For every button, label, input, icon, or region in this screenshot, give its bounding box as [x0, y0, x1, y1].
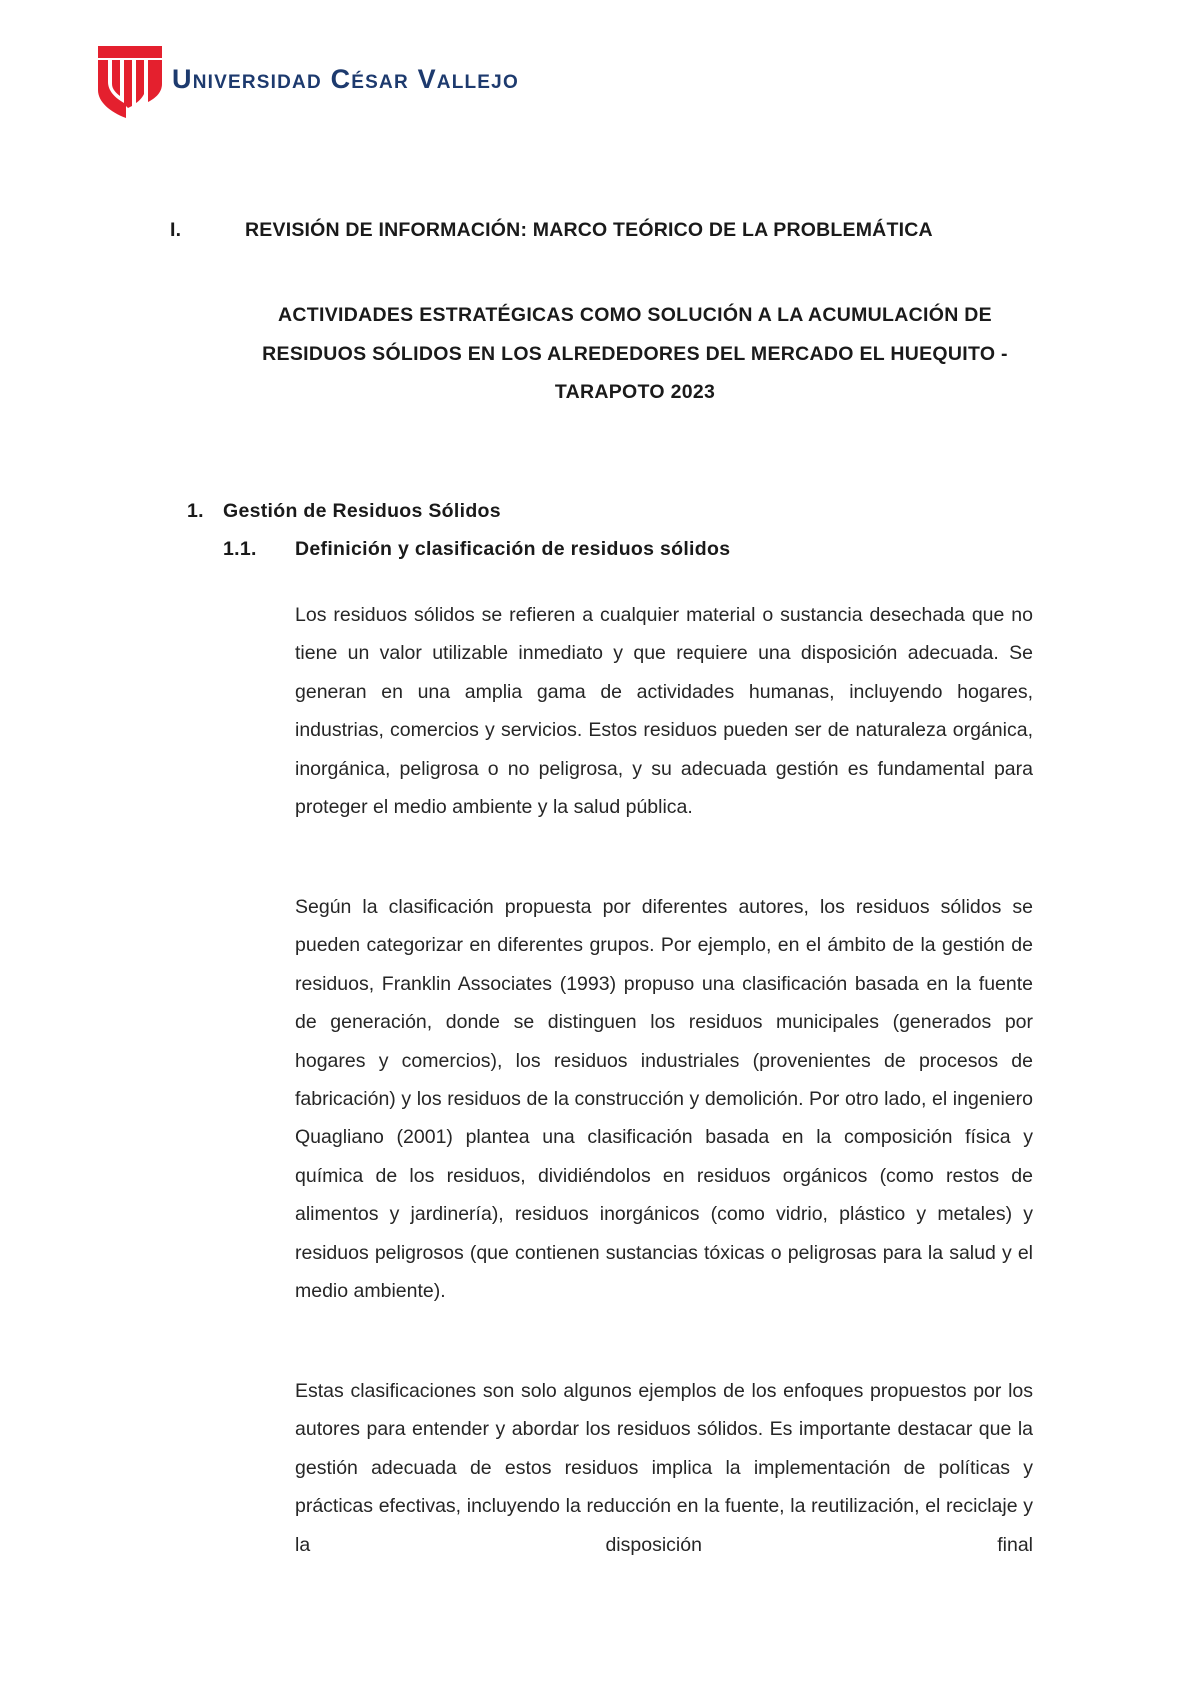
heading-1-title: Gestión de Residuos Sólidos: [223, 500, 501, 522]
section-title: REVISIÓN DE INFORMACIÓN: MARCO TEÓRICO DE LA PROBLEMÁTICA: [245, 219, 933, 241]
document-title: ACTIVIDADES ESTRATÉGICAS COMO SOLUCIÓN A LA ACUMULACIÓN DE RESIDUOS SÓLIDOS EN LOS ALREDEDORES DEL MERCADO EL HUEQUITO - TARAPOTO 2023: [262, 304, 1008, 403]
heading-2-number: 1.1.: [223, 538, 257, 560]
university-header: [96, 42, 519, 122]
section-heading: [170, 219, 1070, 242]
section-number: I.: [170, 219, 182, 241]
heading-level-1: [187, 500, 501, 523]
university-name: Universidad César Vallejo: [172, 63, 519, 94]
ucv-shield-logo-icon: [96, 44, 164, 120]
heading-2-title: Definición y clasificación de residuos sólidos: [295, 538, 731, 560]
paragraph-definition: Los residuos sólidos se refieren a cualquier material o sustancia desechada que no tiene un valor utilizable inmediato y que requiere una disposición adecuada. Se generan en una amplia gama de actividades humanas, incluyendo hogares, industrias, comercios y servicios. Estos residuos pueden ser de naturaleza orgánica, inorgánica, peligrosa o no peligrosa, y su adecuada gestión es fundamental para proteger el medio ambiente y la salud pública.: [295, 604, 1033, 819]
heading-1-number: 1.: [187, 500, 204, 522]
paragraph-classification: Según la clasificación propuesta por diferentes autores, los residuos sólidos se pueden categorizar en diferentes grupos. Por ejemplo, en el ámbito de la gestión de residuos, Franklin Associates (1993) propuso una clasificación basada en la fuente de generación, donde se distinguen los residuos municipales (generados por hogares y comercios), los residuos industriales (provenientes de procesos de fabricación) y los residuos de la construcción y demolición. Por otro lado, el ingeniero Quagliano (2001) plantea una clasificación basada en la composición física y química de los residuos, dividiéndolos en residuos orgánicos (como restos de alimentos y jardinería), residuos inorgánicos (como vidrio, plástico y metales) y residuos peligrosos (que contienen sustancias tóxicas o peligrosas para la salud y el medio ambiente).: [295, 896, 1033, 1303]
paragraph-management: Estas clasificaciones son solo algunos ejemplos de los enfoques propuestos por los autores para entender y abordar los residuos sólidos. Es importante destacar que la gestión adecuada de estos residuos implica la implementación de políticas y prácticas efectivas, incluyendo la reducción en la fuente, la reutilización, el reciclaje y la disposición final: [295, 1380, 1033, 1556]
heading-level-2: [223, 538, 730, 561]
